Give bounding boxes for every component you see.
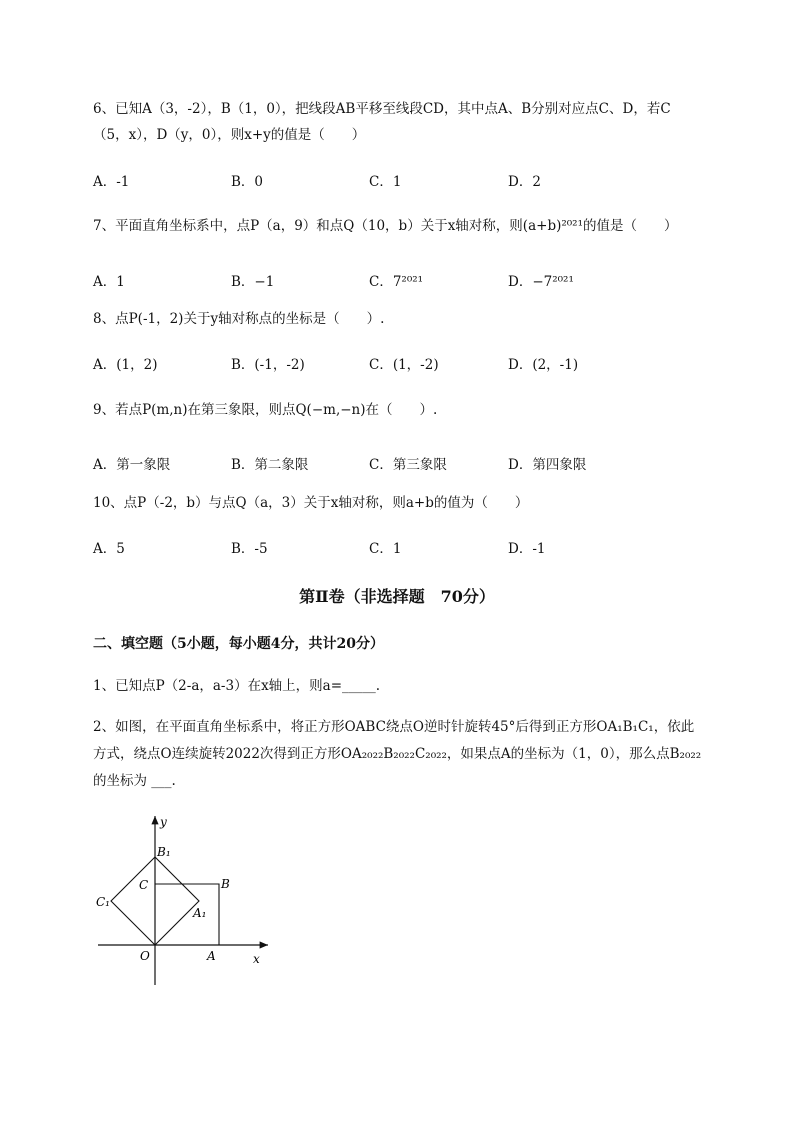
fill-question-2: [93, 714, 733, 795]
option-a[interactable]: A．5: [93, 541, 125, 557]
section-title: 第Ⅱ卷（非选择题 70分）: [299, 587, 495, 606]
option-a[interactable]: A．(1，2): [93, 357, 158, 373]
option-b[interactable]: B．−1: [231, 274, 275, 290]
label-c1: C₁: [96, 895, 110, 909]
question-9-options: [93, 453, 713, 473]
option-c[interactable]: C．7²⁰²¹: [369, 274, 424, 290]
question-7-options: [93, 270, 713, 290]
option-c[interactable]: C．第三象限: [369, 457, 447, 473]
option-b[interactable]: B．0: [231, 174, 264, 190]
option-d[interactable]: D．2: [508, 174, 541, 190]
label-a: A: [207, 949, 216, 963]
label-a1: A₁: [193, 906, 207, 920]
question-8-text: 8、点P(-1，2)关于y轴对称点的坐标是（ ）.: [93, 311, 385, 327]
question-8: [93, 306, 733, 332]
question-6-line-1: 6、已知A（3，-2），B（1，0），把线段AB平移至线段CD，其中点A、B分别对应点C、D，若C: [93, 101, 671, 117]
option-b[interactable]: B．第二象限: [231, 457, 309, 473]
question-9: [93, 397, 733, 423]
fill-question-1-text: 1、已知点P（2-a，a-3）在x轴上，则a=_____.: [93, 678, 381, 694]
label-c: C: [139, 878, 149, 892]
option-b[interactable]: B．(-1，-2): [231, 357, 305, 373]
option-c[interactable]: C．1: [369, 541, 402, 557]
question-10: [93, 490, 733, 516]
fill-question-1: [93, 673, 733, 699]
question-10-text: 10、点P（-2，b）与点Q（a，3）关于x轴对称，则a+b的值为（ ）: [93, 495, 529, 511]
option-d[interactable]: D．−7²⁰²¹: [508, 274, 574, 290]
option-c[interactable]: C．(1，-2): [369, 357, 439, 373]
option-c[interactable]: C．1: [369, 174, 402, 190]
question-6: [93, 96, 733, 148]
option-d[interactable]: D．-1: [508, 541, 546, 557]
label-b1: B₁: [157, 845, 171, 859]
question-6-options: [93, 170, 713, 190]
question-10-options: [93, 537, 713, 557]
label-b: B: [221, 877, 230, 891]
fill-question-2-line-2: 方式，绕点O连续旋转2022次得到正方形OA₂₀₂₂B₂₀₂₂C₂₀₂₂，如果点A的坐标为（1，0），那么点B₂₀₂₂: [93, 746, 702, 762]
option-b[interactable]: B．-5: [231, 541, 268, 557]
question-7-text: 7、平面直角坐标系中，点P（a，9）和点Q（10，b）关于x轴对称，则(a+b)²⁰²¹的值是（ ）: [93, 218, 678, 234]
question-7: [93, 213, 733, 239]
label-x: x: [253, 952, 260, 966]
label-o: O: [140, 949, 150, 963]
option-d[interactable]: D．(2，-1): [508, 357, 579, 373]
option-a[interactable]: A．1: [93, 274, 125, 290]
question-8-options: [93, 353, 713, 373]
fill-question-2-line-3: 的坐标为 ___.: [93, 773, 176, 789]
fill-question-2-line-1: 2、如图，在平面直角坐标系中，将正方形OABC绕点O逆时针旋转45°后得到正方形OA₁B₁C₁，依此: [93, 719, 695, 735]
label-y: y: [160, 815, 167, 829]
question-6-line-2: （5，x），D（y，0），则x+y的值是（ ）: [93, 127, 366, 143]
part-heading: 二、填空题（5小题，每小题4分，共计20分）: [93, 636, 384, 652]
option-a[interactable]: A．第一象限: [93, 457, 171, 473]
option-a[interactable]: A．-1: [93, 174, 130, 190]
square-rotation-figure: [90, 810, 280, 990]
question-9-text: 9、若点P(m,n)在第三象限，则点Q(−m,−n)在（ ）.: [93, 402, 438, 418]
option-d[interactable]: D．第四象限: [508, 457, 587, 473]
